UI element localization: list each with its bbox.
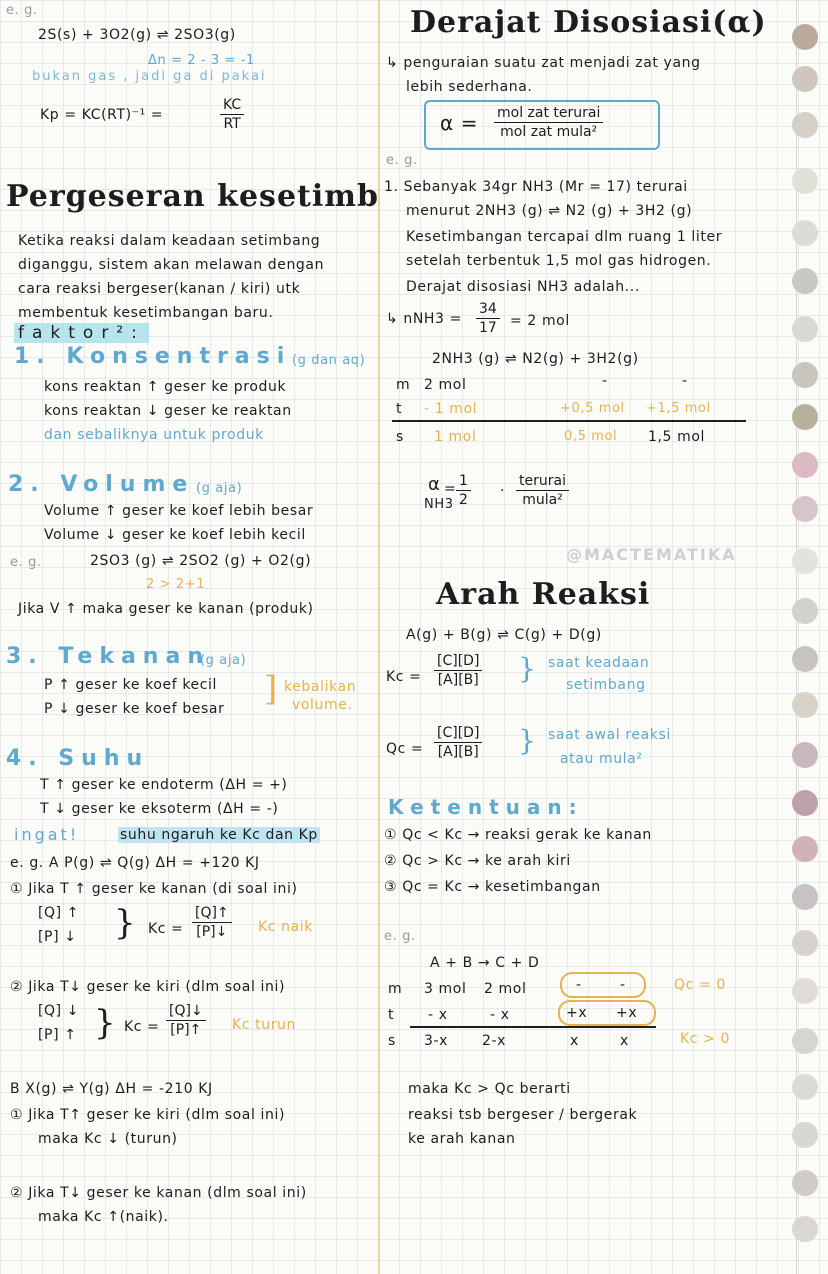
brace: }: [518, 652, 536, 685]
reaction-2: A + B → C + D: [430, 955, 540, 971]
reaction-1: A(g) + B(g) ⇌ C(g) + D(g): [406, 627, 602, 643]
example-a: e. g. A P(g) ⇌ Q(g) ΔH = +120 KJ: [10, 855, 260, 871]
definition-line-1: ↳ penguraian suatu zat menjadi zat yang: [386, 55, 701, 71]
decor-dot: [792, 496, 818, 522]
coefficient-compare: 2 > 2+1: [146, 577, 206, 592]
question-line-2: menurut 2NH3 (g) ⇌ N2 (g) + 3H2 (g): [406, 203, 693, 219]
mol-calc: ↳ nNH3 =: [386, 311, 462, 327]
a2-note: Kc turun: [232, 1017, 296, 1033]
mrs-s-n2: 0,5 mol: [564, 429, 618, 444]
decor-dot: [792, 692, 818, 718]
kc-positive: Kc > 0: [680, 1031, 731, 1047]
decor-dot: [792, 646, 818, 672]
ice-m-b: 2 mol: [484, 981, 527, 997]
decor-dot: [792, 1028, 818, 1054]
ice-s-d: x: [620, 1033, 629, 1049]
brace: }: [114, 903, 136, 943]
mrs-s-label: s: [396, 429, 404, 445]
decor-dot: [792, 168, 818, 194]
kc-note-2: setimbang: [566, 677, 646, 693]
qc-label: Qc =: [386, 741, 424, 757]
a2-q: [Q] ↓: [38, 1003, 80, 1019]
decor-dot: [792, 362, 818, 388]
volume-line-1: Volume ↑ geser ke koef lebih besar: [44, 503, 314, 519]
mrs-m-nh3: 2 mol: [424, 377, 467, 393]
ice-m-label: m: [388, 981, 403, 997]
a1-q: [Q] ↑: [38, 905, 80, 921]
example-b-case-1: ① Jika T↑ geser ke kiri (dlm soal ini): [10, 1107, 286, 1123]
heading-tekanan: 3. Tekanan: [6, 644, 210, 669]
alpha-denominator: mol zat mula²: [500, 124, 598, 140]
eg-label: e. g.: [384, 929, 416, 944]
ice-m-d: -: [620, 977, 626, 993]
mrs-s-h2: 1,5 mol: [648, 429, 706, 445]
heading-volume: 2. Volume: [8, 472, 195, 497]
qc-numerator: [C][D]: [434, 724, 482, 743]
kc-label: Kc =: [386, 669, 422, 685]
tekanan-side-1: kebalikan: [284, 679, 357, 695]
a2-denominator: [P]↑: [170, 1022, 202, 1038]
decor-dot: [792, 790, 818, 816]
decor-dot: [792, 404, 818, 430]
decor-dot: [792, 978, 818, 1004]
konsentrasi-note: (g dan aq): [292, 353, 366, 368]
ice-s-b: 2-x: [482, 1033, 507, 1049]
ice-m-a: 3 mol: [424, 981, 467, 997]
ice-t-b: - x: [490, 1007, 510, 1023]
alpha-symbol: α =: [440, 111, 479, 135]
kp-numerator: KC: [220, 96, 244, 115]
ice-s-label: s: [388, 1033, 396, 1049]
paragraph-line-2: diganggu, sistem akan melawan dengan: [18, 257, 325, 273]
alpha-2-numerator-2: terurai: [516, 472, 569, 491]
alpha-2-denominator-2: mula²: [522, 492, 563, 508]
equation-1: 2S(s) + 3O2(g) ⇌ 2SO3(g): [38, 27, 236, 43]
decor-dot: [792, 24, 818, 50]
a2-numerator: [Q]↓: [166, 1002, 206, 1021]
volume-line-2: Volume ↓ geser ke koef lebih kecil: [44, 527, 306, 543]
kp-denominator: RT: [223, 116, 241, 132]
decor-dot: [792, 220, 818, 246]
section-title-disosiasi: Derajat Disosiasi(α): [410, 5, 767, 40]
a1-note: Kc naik: [258, 919, 313, 935]
a1-numerator: [Q]↑: [192, 904, 232, 923]
ketentuan-2: ② Qc > Kc → ke arah kiri: [384, 853, 571, 869]
kc-denominator: [A][B]: [437, 672, 479, 688]
mol-numerator: 34: [476, 300, 500, 319]
conclusion-line-1: maka Kc > Qc berarti: [408, 1081, 571, 1097]
tekanan-note: (g aja): [200, 653, 247, 668]
qc-zero: Qc = 0: [674, 977, 726, 993]
decor-dot: [792, 548, 818, 574]
ketentuan-3: ③ Qc = Kc → kesetimbangan: [384, 879, 601, 895]
equation-2: 2SO3 (g) ⇌ 2SO2 (g) + O2(g): [90, 553, 312, 569]
decor-dot: [792, 1074, 818, 1100]
heading-ketentuan: Ketentuan:: [388, 795, 584, 819]
alpha-2-numerator: 1: [456, 472, 471, 491]
kc-note-1: saat keadaan: [548, 655, 650, 671]
alpha-2-denominator: 2: [459, 492, 468, 508]
ice-highlight: [558, 1000, 656, 1026]
question-line-3: Kesetimbangan tercapai dlm ruang 1 liter: [406, 229, 723, 245]
mrs-m-n2: -: [602, 373, 608, 389]
section-title-arah: Arah Reaksi: [436, 577, 651, 612]
decor-dot: [792, 66, 818, 92]
example-a-case-1: ① Jika T ↑ geser ke kanan (di soal ini): [10, 881, 298, 897]
mrs-t-nh3: - 1 mol: [424, 401, 478, 417]
paragraph-line-4: membentuk kesetimbangan baru.: [18, 305, 274, 321]
kp-formula: Kp = KC(RT)⁻¹ =: [40, 107, 164, 123]
ice-highlight: [560, 972, 646, 998]
watermark: @MACTEMATIKA: [566, 545, 737, 564]
example-b: B X(g) ⇌ Y(g) ΔH = -210 KJ: [10, 1081, 213, 1097]
mrs-s-nh3: 1 mol: [434, 429, 477, 445]
question-line-4: setelah terbentuk 1,5 mol gas hidrogen.: [406, 253, 712, 269]
alpha-numerator: mol zat terurai: [494, 104, 603, 123]
ice-rule: [410, 1026, 656, 1028]
alpha-2-fraction-2: [516, 472, 569, 509]
mrs-equation: 2NH3 (g) ⇌ N2(g) + 3H2(g): [432, 351, 639, 367]
ingat-label: ingat!: [14, 825, 80, 844]
a2-p: [P] ↑: [38, 1027, 77, 1043]
decor-dot: [792, 884, 818, 910]
example-b-case-1b: maka Kc ↓ (turun): [38, 1131, 178, 1147]
decor-dot: [792, 452, 818, 478]
alpha-2-mid: ·: [500, 483, 506, 499]
decor-dot: [792, 1170, 818, 1196]
mrs-m-label: m: [396, 377, 411, 393]
ingat-highlight: suhu ngaruh ke Kc dan Kp: [120, 827, 318, 843]
ice-s-a: 3-x: [424, 1033, 449, 1049]
qc-fraction: [434, 724, 482, 761]
example-a-case-2: ② Jika T↓ geser ke kiri (dlm soal ini): [10, 979, 286, 995]
delta-n: Δn = 2 - 3 = -1: [148, 53, 255, 68]
decor-dot: [792, 316, 818, 342]
konsentrasi-line-3: dan sebaliknya untuk produk: [44, 427, 264, 443]
konsentrasi-line-2: kons reaktan ↓ geser ke reaktan: [44, 403, 292, 419]
alpha-2: α: [428, 474, 441, 495]
alpha-2-fraction: [456, 472, 471, 509]
alpha-2-eq: =: [444, 481, 457, 497]
decor-dot: [792, 930, 818, 956]
section-title-pergeseran: Pergeseran kesetimb: [6, 179, 380, 214]
mrs-t-h2: +1,5 mol: [646, 401, 711, 416]
decor-dot: [792, 836, 818, 862]
faktor-heading: faktor²:: [14, 323, 149, 343]
konsentrasi-line-1: kons reaktan ↑ geser ke produk: [44, 379, 287, 395]
kc-fraction: [434, 652, 482, 689]
conclusion-line-3: ke arah kanan: [408, 1131, 516, 1147]
ice-t-label: t: [388, 1007, 395, 1023]
suhu-line-1: T ↑ geser ke endoterm (ΔH = +): [40, 777, 288, 793]
suhu-line-2: T ↓ geser ke eksoterm (ΔH = -): [40, 801, 279, 817]
kp-fraction: [220, 96, 244, 133]
mol-denominator: 17: [479, 320, 497, 336]
example-b-case-2b: maka Kc ↑(naik).: [38, 1209, 169, 1225]
note-solid: bukan gas , jadi ga di pakai: [32, 69, 267, 84]
ice-t-a: - x: [428, 1007, 448, 1023]
ketentuan-1: ① Qc < Kc → reaksi gerak ke kanan: [384, 827, 652, 843]
conclusion-line-2: reaksi tsb bergeser / bergerak: [408, 1107, 638, 1123]
definition-line-2: lebih sederhana.: [406, 79, 533, 95]
tekanan-side-2: volume.: [292, 697, 353, 713]
eg-label: e. g.: [10, 555, 42, 570]
alpha-2-sub: NH3: [424, 497, 454, 512]
decor-dot: [792, 112, 818, 138]
a1-denominator: [P]↓: [196, 924, 228, 940]
heading-konsentrasi: 1. Konsentrasi: [14, 344, 292, 369]
volume-example: Jika V ↑ maka geser ke kanan (produk): [18, 601, 314, 617]
mol-fraction: [476, 300, 500, 337]
paragraph-line-3: cara reaksi bergeser(kanan / kiri) utk: [18, 281, 301, 297]
qc-note-1: saat awal reaksi: [548, 727, 671, 743]
a2-fraction: [166, 1002, 206, 1039]
mrs-rule: [392, 420, 746, 422]
heading-suhu: 4. Suhu: [6, 746, 150, 771]
question-line-1: 1. Sebanyak 34gr NH3 (Mr = 17) terurai: [384, 179, 688, 195]
paragraph-line-1: Ketika reaksi dalam keadaan setimbang: [18, 233, 321, 249]
mrs-t-label: t: [396, 401, 403, 417]
tekanan-line-1: P ↑ geser ke koef kecil: [44, 677, 218, 693]
tekanan-line-2: P ↓ geser ke koef besar: [44, 701, 225, 717]
decor-dot: [792, 1216, 818, 1242]
ice-t-c: +x: [566, 1005, 588, 1021]
example-b-case-2: ② Jika T↓ geser ke kanan (dlm soal ini): [10, 1185, 307, 1201]
a1-fraction: [192, 904, 232, 941]
ice-t-d: +x: [616, 1005, 638, 1021]
a2-kc: Kc =: [124, 1019, 160, 1035]
alpha-fraction: [494, 104, 603, 141]
qc-note-2: atau mula²: [560, 751, 643, 767]
eg-label: e. g.: [6, 3, 38, 18]
brace: }: [518, 724, 536, 757]
kc-numerator: [C][D]: [434, 652, 482, 671]
question-line-5: Derajat disosiasi NH3 adalah...: [406, 279, 640, 295]
mol-result: = 2 mol: [510, 313, 570, 329]
decor-dot: [792, 742, 818, 768]
eg-label: e. g.: [386, 153, 418, 168]
brace: }: [94, 1003, 116, 1043]
decor-dot: [792, 598, 818, 624]
ice-s-c: x: [570, 1033, 579, 1049]
brace: ]: [264, 669, 278, 709]
a1-kc: Kc =: [148, 921, 184, 937]
volume-note: (g aja): [196, 481, 243, 496]
decor-dot: [792, 1122, 818, 1148]
a1-p: [P] ↓: [38, 929, 77, 945]
mrs-m-h2: -: [682, 373, 688, 389]
mrs-t-n2: +0,5 mol: [560, 401, 625, 416]
decor-dot: [792, 268, 818, 294]
ice-m-c: -: [576, 977, 582, 993]
qc-denominator: [A][B]: [437, 744, 479, 760]
